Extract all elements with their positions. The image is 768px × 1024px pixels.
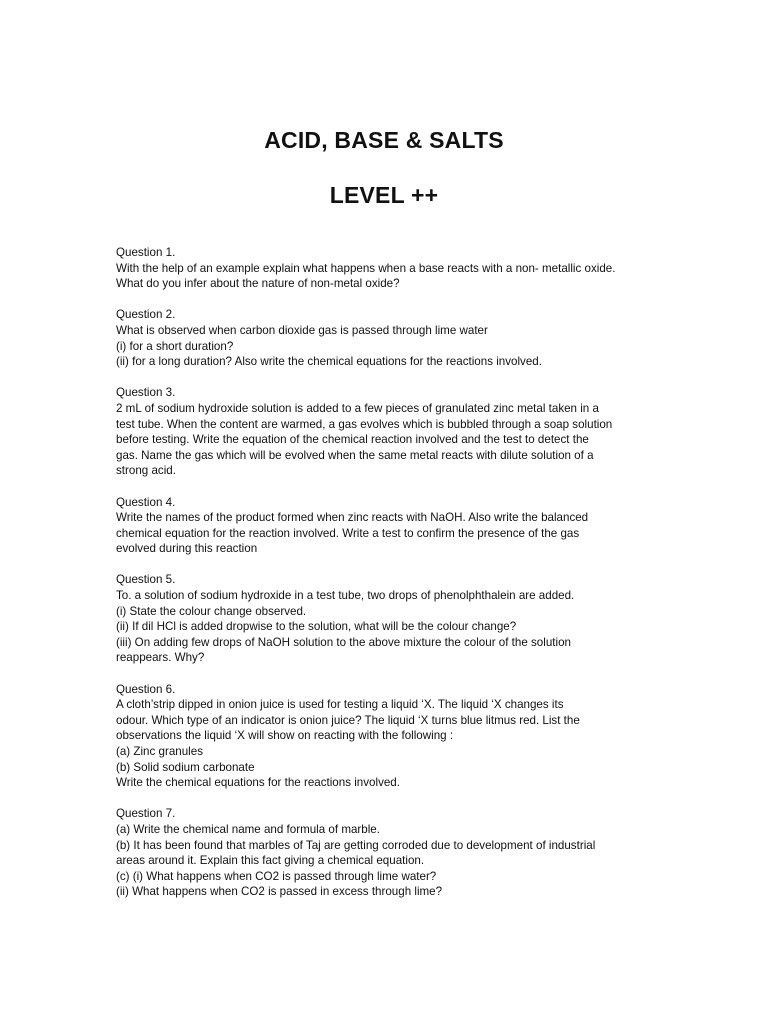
question-6 bbox=[116, 682, 676, 791]
question-text-line: test tube. When the content are warmed, a gas evolves which is bubbled through a soap solution bbox=[116, 417, 613, 431]
question-text-line: before testing. Write the equation of the chemical reaction involved and the test to detect the bbox=[116, 433, 589, 447]
question-text-line: Write the names of the product formed when zinc reacts with NaOH. Also write the balanced bbox=[116, 511, 589, 525]
level-heading: LEVEL ++ bbox=[329, 182, 439, 208]
document-title: ACID, BASE & SALTS bbox=[264, 127, 504, 153]
question-text-line: reappears. Why? bbox=[116, 651, 205, 665]
question-heading: Question 6. bbox=[116, 682, 176, 696]
question-text-line: What do you infer about the nature of non-metal oxide? bbox=[116, 277, 400, 291]
question-heading: Question 7. bbox=[116, 807, 176, 821]
question-text-line: (ii) If dil HCl is added dropwise to the solution, what will be the colour change? bbox=[116, 620, 517, 634]
question-2 bbox=[116, 307, 676, 369]
question-text-line: odour. Which type of an indicator is onion juice? The liquid ‘X turns blue litmus red. List the bbox=[116, 713, 580, 727]
question-text-line: (c) (i) What happens when CO2 is passed through lime water? bbox=[116, 869, 437, 883]
question-heading: Question 2. bbox=[116, 308, 176, 322]
question-heading: Question 5. bbox=[116, 573, 176, 587]
question-text-line: A cloth’strip dipped in onion juice is used for testing a liquid ‘X. The liquid ‘X changes its bbox=[116, 698, 564, 712]
question-text-line: What is observed when carbon dioxide gas is passed through lime water bbox=[116, 323, 488, 337]
question-text-line: chemical equation for the reaction involved. Write a test to confirm the presence of the gas bbox=[116, 526, 580, 540]
question-text-line: (ii) What happens when CO2 is passed in excess through lime? bbox=[116, 885, 443, 899]
question-text-line: (a) Write the chemical name and formula of marble. bbox=[116, 822, 380, 836]
question-text-line: (b) It has been found that marbles of Taj are getting corroded due to development of industrial bbox=[116, 838, 596, 852]
question-text-line: observations the liquid ‘X will show on reacting with the following : bbox=[116, 729, 454, 743]
question-heading: Question 4. bbox=[116, 495, 176, 509]
question-text-line: (i) State the colour change observed. bbox=[116, 604, 307, 618]
question-text-line: areas around it. Explain this fact giving a chemical equation. bbox=[116, 854, 425, 868]
question-text-line: (i) for a short duration? bbox=[116, 339, 234, 353]
question-text-line: (iii) On adding few drops of NaOH solution to the above mixture the colour of the solution bbox=[116, 635, 571, 649]
question-text-line: evolved during this reaction bbox=[116, 542, 258, 556]
question-text-line: Write the chemical equations for the reactions involved. bbox=[116, 776, 400, 790]
question-5 bbox=[116, 572, 676, 666]
question-text-line: 2 mL of sodium hydroxide solution is added to a few pieces of granulated zinc metal taken in a bbox=[116, 401, 599, 415]
question-heading: Question 3. bbox=[116, 386, 176, 400]
question-text-line: With the help of an example explain what happens when a base reacts with a non- metallic oxide. bbox=[116, 261, 616, 275]
question-text-line: gas. Name the gas which will be evolved when the same metal reacts with dilute solution of a bbox=[116, 448, 594, 462]
question-3 bbox=[116, 385, 676, 479]
question-7 bbox=[116, 806, 676, 900]
question-heading: Question 1. bbox=[116, 246, 176, 259]
question-text-line: (ii) for a long duration? Also write the chemical equations for the reactions involved. bbox=[116, 355, 542, 369]
question-1 bbox=[116, 245, 676, 292]
question-list bbox=[116, 245, 676, 916]
question-text-line: To. a solution of sodium hydroxide in a test tube, two drops of phenolphthalein are added. bbox=[116, 589, 575, 603]
question-4 bbox=[116, 495, 676, 557]
question-text-line: (a) Zinc granules bbox=[116, 745, 203, 758]
question-text-line: (b) Solid sodium carbonate bbox=[116, 760, 255, 774]
question-text-line: strong acid. bbox=[116, 464, 176, 478]
